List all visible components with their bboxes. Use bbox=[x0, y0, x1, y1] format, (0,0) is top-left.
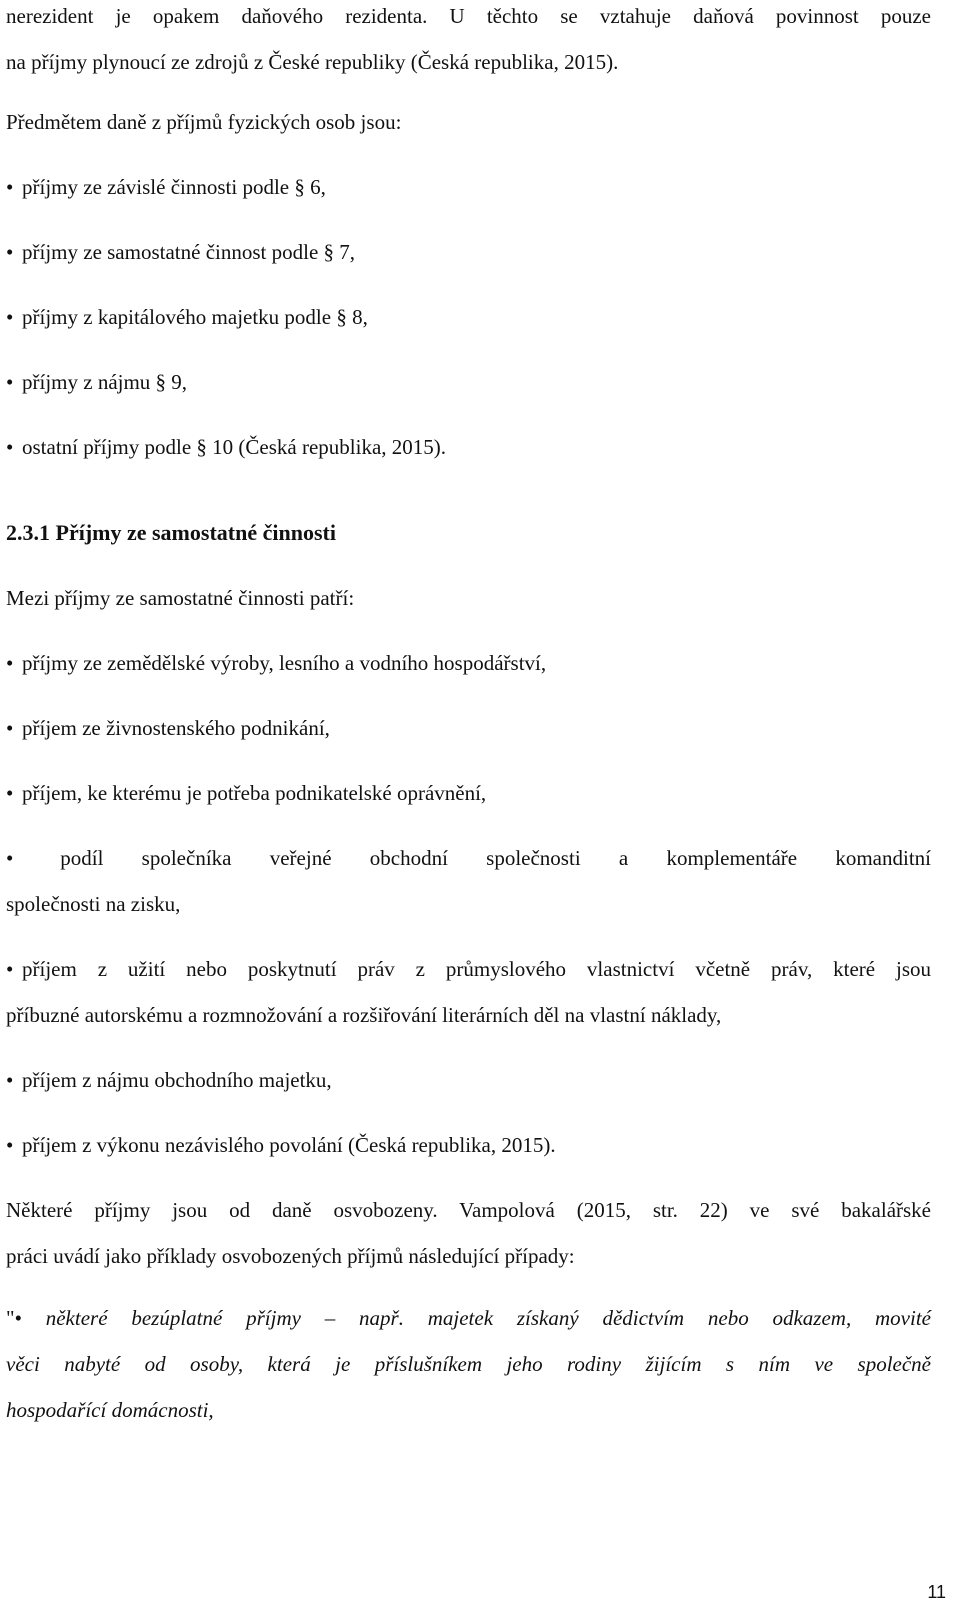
quote-open-mark: " bbox=[6, 1306, 15, 1330]
list-item bbox=[6, 238, 355, 266]
subject-lead: Předmětem daně z příjmů fyzických osob jsou: bbox=[6, 110, 402, 134]
list-item-text: příjmy ze zemědělské výroby, lesního a vodního hospodářství, bbox=[22, 651, 547, 675]
bullet-icon: • bbox=[6, 1133, 14, 1157]
bullet-icon: • bbox=[6, 957, 14, 981]
bullet-icon: • bbox=[6, 846, 14, 870]
section-lead: Mezi příjmy ze samostatné činnosti patří: bbox=[6, 586, 355, 610]
list-item bbox=[6, 649, 546, 677]
list-item-text: příjem ze živnostenského podnikání, bbox=[22, 716, 330, 740]
list-item-continuation: společnosti na zisku, bbox=[6, 892, 181, 916]
bullet-icon: • bbox=[6, 781, 14, 805]
intro-line-2: na příjmy plynoucí ze zdrojů z České republiky (Česká republika, 2015). bbox=[6, 50, 619, 74]
exempt-line-1: Některé příjmy jsou od daně osvobozeny. Vampolová (2015, str. 22) ve své bakalářské bbox=[6, 1198, 931, 1222]
list-item-text: příjmy z nájmu § 9, bbox=[22, 370, 188, 394]
list-item-text: ostatní příjmy podle § 10 (Česká republika, 2015). bbox=[22, 435, 447, 459]
bullet-icon: • bbox=[6, 716, 14, 740]
quote-line-2: věci nabyté od osoby, která je příslušníkem jeho rodiny žijícím s ním ve společně bbox=[6, 1352, 931, 1376]
list-item-text: příjem z nájmu obchodního majetku, bbox=[22, 1068, 332, 1092]
bullet-icon: • bbox=[6, 305, 14, 329]
list-item-text: příjem z výkonu nezávislého povolání (Česká republika, 2015). bbox=[22, 1133, 556, 1157]
bullet-icon: • bbox=[6, 1068, 14, 1092]
list-item bbox=[6, 844, 931, 872]
list-item-text: příjmy ze závislé činnosti podle § 6, bbox=[22, 175, 326, 199]
bullet-icon: • bbox=[6, 240, 14, 264]
list-item bbox=[6, 433, 446, 461]
bullet-icon: • bbox=[6, 175, 14, 199]
bullet-icon: • bbox=[6, 651, 14, 675]
bullet-icon: • bbox=[14, 1306, 22, 1330]
list-item-continuation: příbuzné autorskému a rozmnožování a rozšiřování literárních děl na vlastní náklady, bbox=[6, 1003, 722, 1027]
section-heading: 2.3.1 Příjmy ze samostatné činnosti bbox=[6, 520, 336, 545]
list-item bbox=[6, 1131, 556, 1159]
page-number: 11 bbox=[927, 1582, 946, 1602]
quote-text: některé bezúplatné příjmy – např. majetek získaný dědictvím nebo odkazem, movité bbox=[45, 1306, 931, 1330]
list-item-text: podíl společníka veřejné obchodní společnosti a komplementáře komanditní bbox=[60, 846, 931, 870]
quote-line-1 bbox=[6, 1304, 931, 1332]
list-item bbox=[6, 173, 326, 201]
list-item bbox=[6, 714, 330, 742]
list-item bbox=[6, 303, 368, 331]
list-item-text: příjem, ke kterému je potřeba podnikatelské oprávnění, bbox=[22, 781, 487, 805]
list-item bbox=[6, 368, 187, 396]
list-item-text: příjmy z kapitálového majetku podle § 8, bbox=[22, 305, 368, 329]
quote-line-3: hospodařící domácnosti, bbox=[6, 1398, 214, 1422]
bullet-icon: • bbox=[6, 370, 14, 394]
bullet-icon: • bbox=[6, 435, 14, 459]
list-item-text: příjem z užití nebo poskytnutí práv z průmyslového vlastnictví včetně práv, které jsou bbox=[22, 957, 931, 981]
list-item bbox=[6, 1066, 332, 1094]
intro-line-1: nerezident je opakem daňového rezidenta. U těchto se vztahuje daňová povinnost pouze bbox=[6, 4, 931, 28]
exempt-line-2: práci uvádí jako příklady osvobozených příjmů následující případy: bbox=[6, 1244, 575, 1268]
list-item bbox=[6, 955, 931, 983]
list-item-text: příjmy ze samostatné činnost podle § 7, bbox=[22, 240, 356, 264]
list-item bbox=[6, 779, 486, 807]
